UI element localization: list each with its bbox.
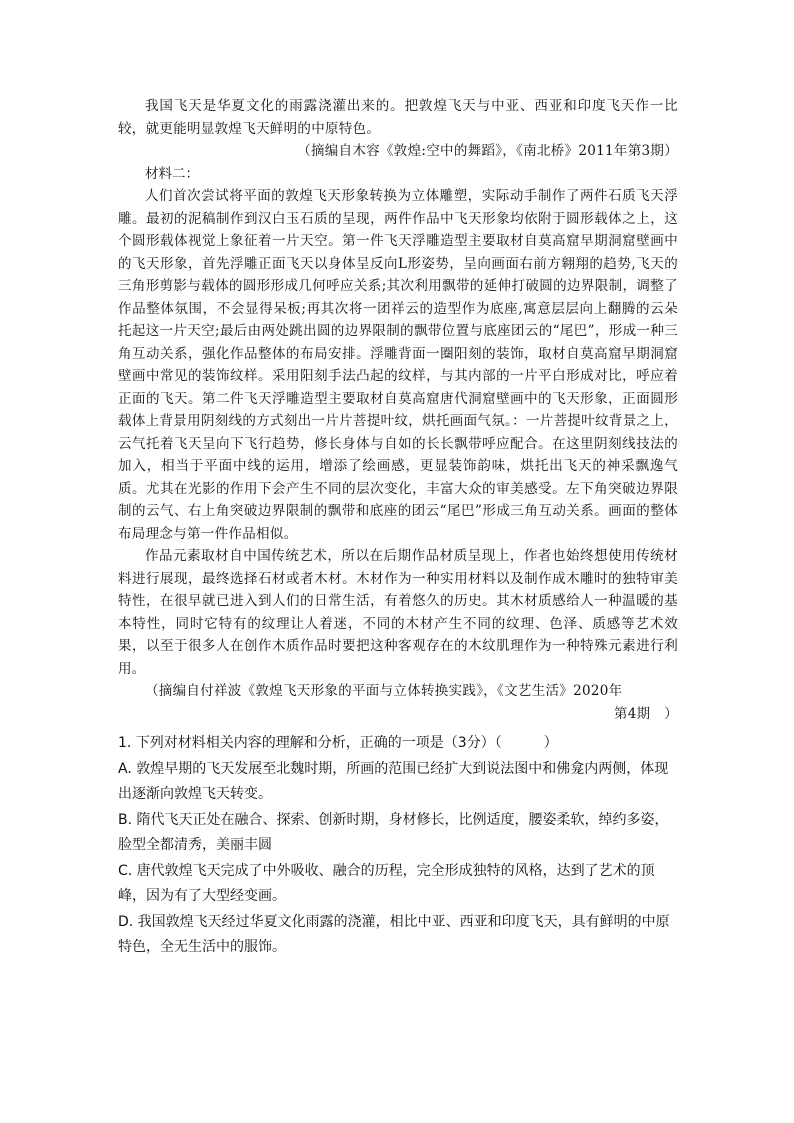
option-a: A. 敦煌早期的飞天发展至北魏时期，所画的范围已经扩大到说法图中和佛龛内两侧，体现出逐渐向敦煌飞天转变。 [118,760,669,802]
material2-paragraph-1: 人们首次尝试将平面的敦煌飞天形象转换为立体雕塑，实际动手制作了两件石质飞天浮雕。最初的泥稿制作到汉白玉石质的呈现，两件作品中飞天形象均依附于圆形载体之上，这个圆形载体视觉上象征着一片天空。第一件飞天浮雕造型主要取材自莫高窟早期洞窟壁画中的飞天形象，首先浮雕正面飞天以身体呈反向L形姿势，呈向画面右前方翱翔的趋势,飞天的三角形剪影与载体的圆形形成几何呼应关系;其次利用飘带的延伸打破圆的边界限制，调整了作品整体氛围，不会显得呆板;再其次将一团祥云的造型作为底座,寓意层层向上翻腾的云朵托起这一片天空;最后由两处跳出圆的边界限制的飘带位置与底座团云的“尾巴”，形成一种三角互动关系，强化作品整体的布局安排。浮雕背面一圈阳刻的装饰，取材自莫高窟早期洞窟壁画中常见的装饰纹样。采用阳刻手法凸起的纹样，与其内部的一片平白形成对比，呼应着正面的飞天。第二件飞天浮雕造型主要取材自莫高窟唐代洞窟壁画中的飞天形象，正面圆形载体上背景用阴刻线的方式刻出一片片菩提叶纹，烘托画面气氛。：一片菩提叶纹背景之上，云气托着飞天呈向下飞行趋势，修长身体与自如的长长飘带呼应配合。在这里阴刻线技法的加入，相当于平面中线的运用，增添了绘画感，更显装饰韵味，烘托出飞天的神采飘逸气质。尤其在光影的作用下会产生不同的层次变化，丰富大众的审美感受。左下角突破边界限制的云气、右上角突破边界限制的飘带和底座的团云“尾巴”形成三角互动关系。画面的整体布局理念与第一件作品相似。 [118,188,678,542]
material1-source: （摘编自木容《敦煌:空中的舞蹈》，《南北桥》2011年第3期） [297,143,678,159]
material2-source-line-1: （摘编自付祥波《敦煌飞天形象的平面与立体转换实践》，《文艺生活》2020年 [145,683,623,699]
question-stem: 1. 下列对材料相关内容的理解和分析，正确的一项是（3分）（ ） [118,735,558,751]
option-c: C. 唐代敦煌飞天完成了中外吸收、融合的历程，完全形成独特的风格，达到了艺术的顶峰，因为有了大型经变画。 [118,862,655,904]
document-page [118,95,678,961]
material2-heading: 材料二： [145,165,199,182]
option-d: D. 我国敦煌飞天经过华夏文化雨露的浇灌，相比中亚、西亚和印度飞天，具有鲜明的中原特色，全无生活中的服饰。 [118,913,670,955]
material2-source-line-2: 第4期 ） [613,705,678,722]
material2-paragraph-2: 作品元素取材自中国传统艺术，所以在后期作品材质呈现上，作者也始终想使用传统材料进行展现，最终选择石材或者木材。木材作为一种实用材料以及制作成木雕时的独特审美特性，在很早就已进入到人们的日常生活，有着悠久的历史。其木材质感给人一种温暖的基本特性，同时它特有的纹理让人着迷，不同的木材产生不同的纹理、色泽、质感等艺术效果，以至于很多人在创作木质作品时要把这种客观存在的木纹肌理作为一种特殊元素进行利用。 [118,548,678,677]
question-1 [118,731,678,961]
option-b: B. 隋代飞天正处在融合、探索、创新时期，身材修长，比例适度，腰姿柔软，绰约多姿，脸型全都清秀，美丽丰圆 [118,811,669,853]
material1-tail-paragraph: 我国飞天是华夏文化的雨露浇灌出来的。把敦煌飞天与中亚、西亚和印度飞天作一比较，就更能明显敦煌飞天鲜明的中原特色。 [118,98,678,137]
